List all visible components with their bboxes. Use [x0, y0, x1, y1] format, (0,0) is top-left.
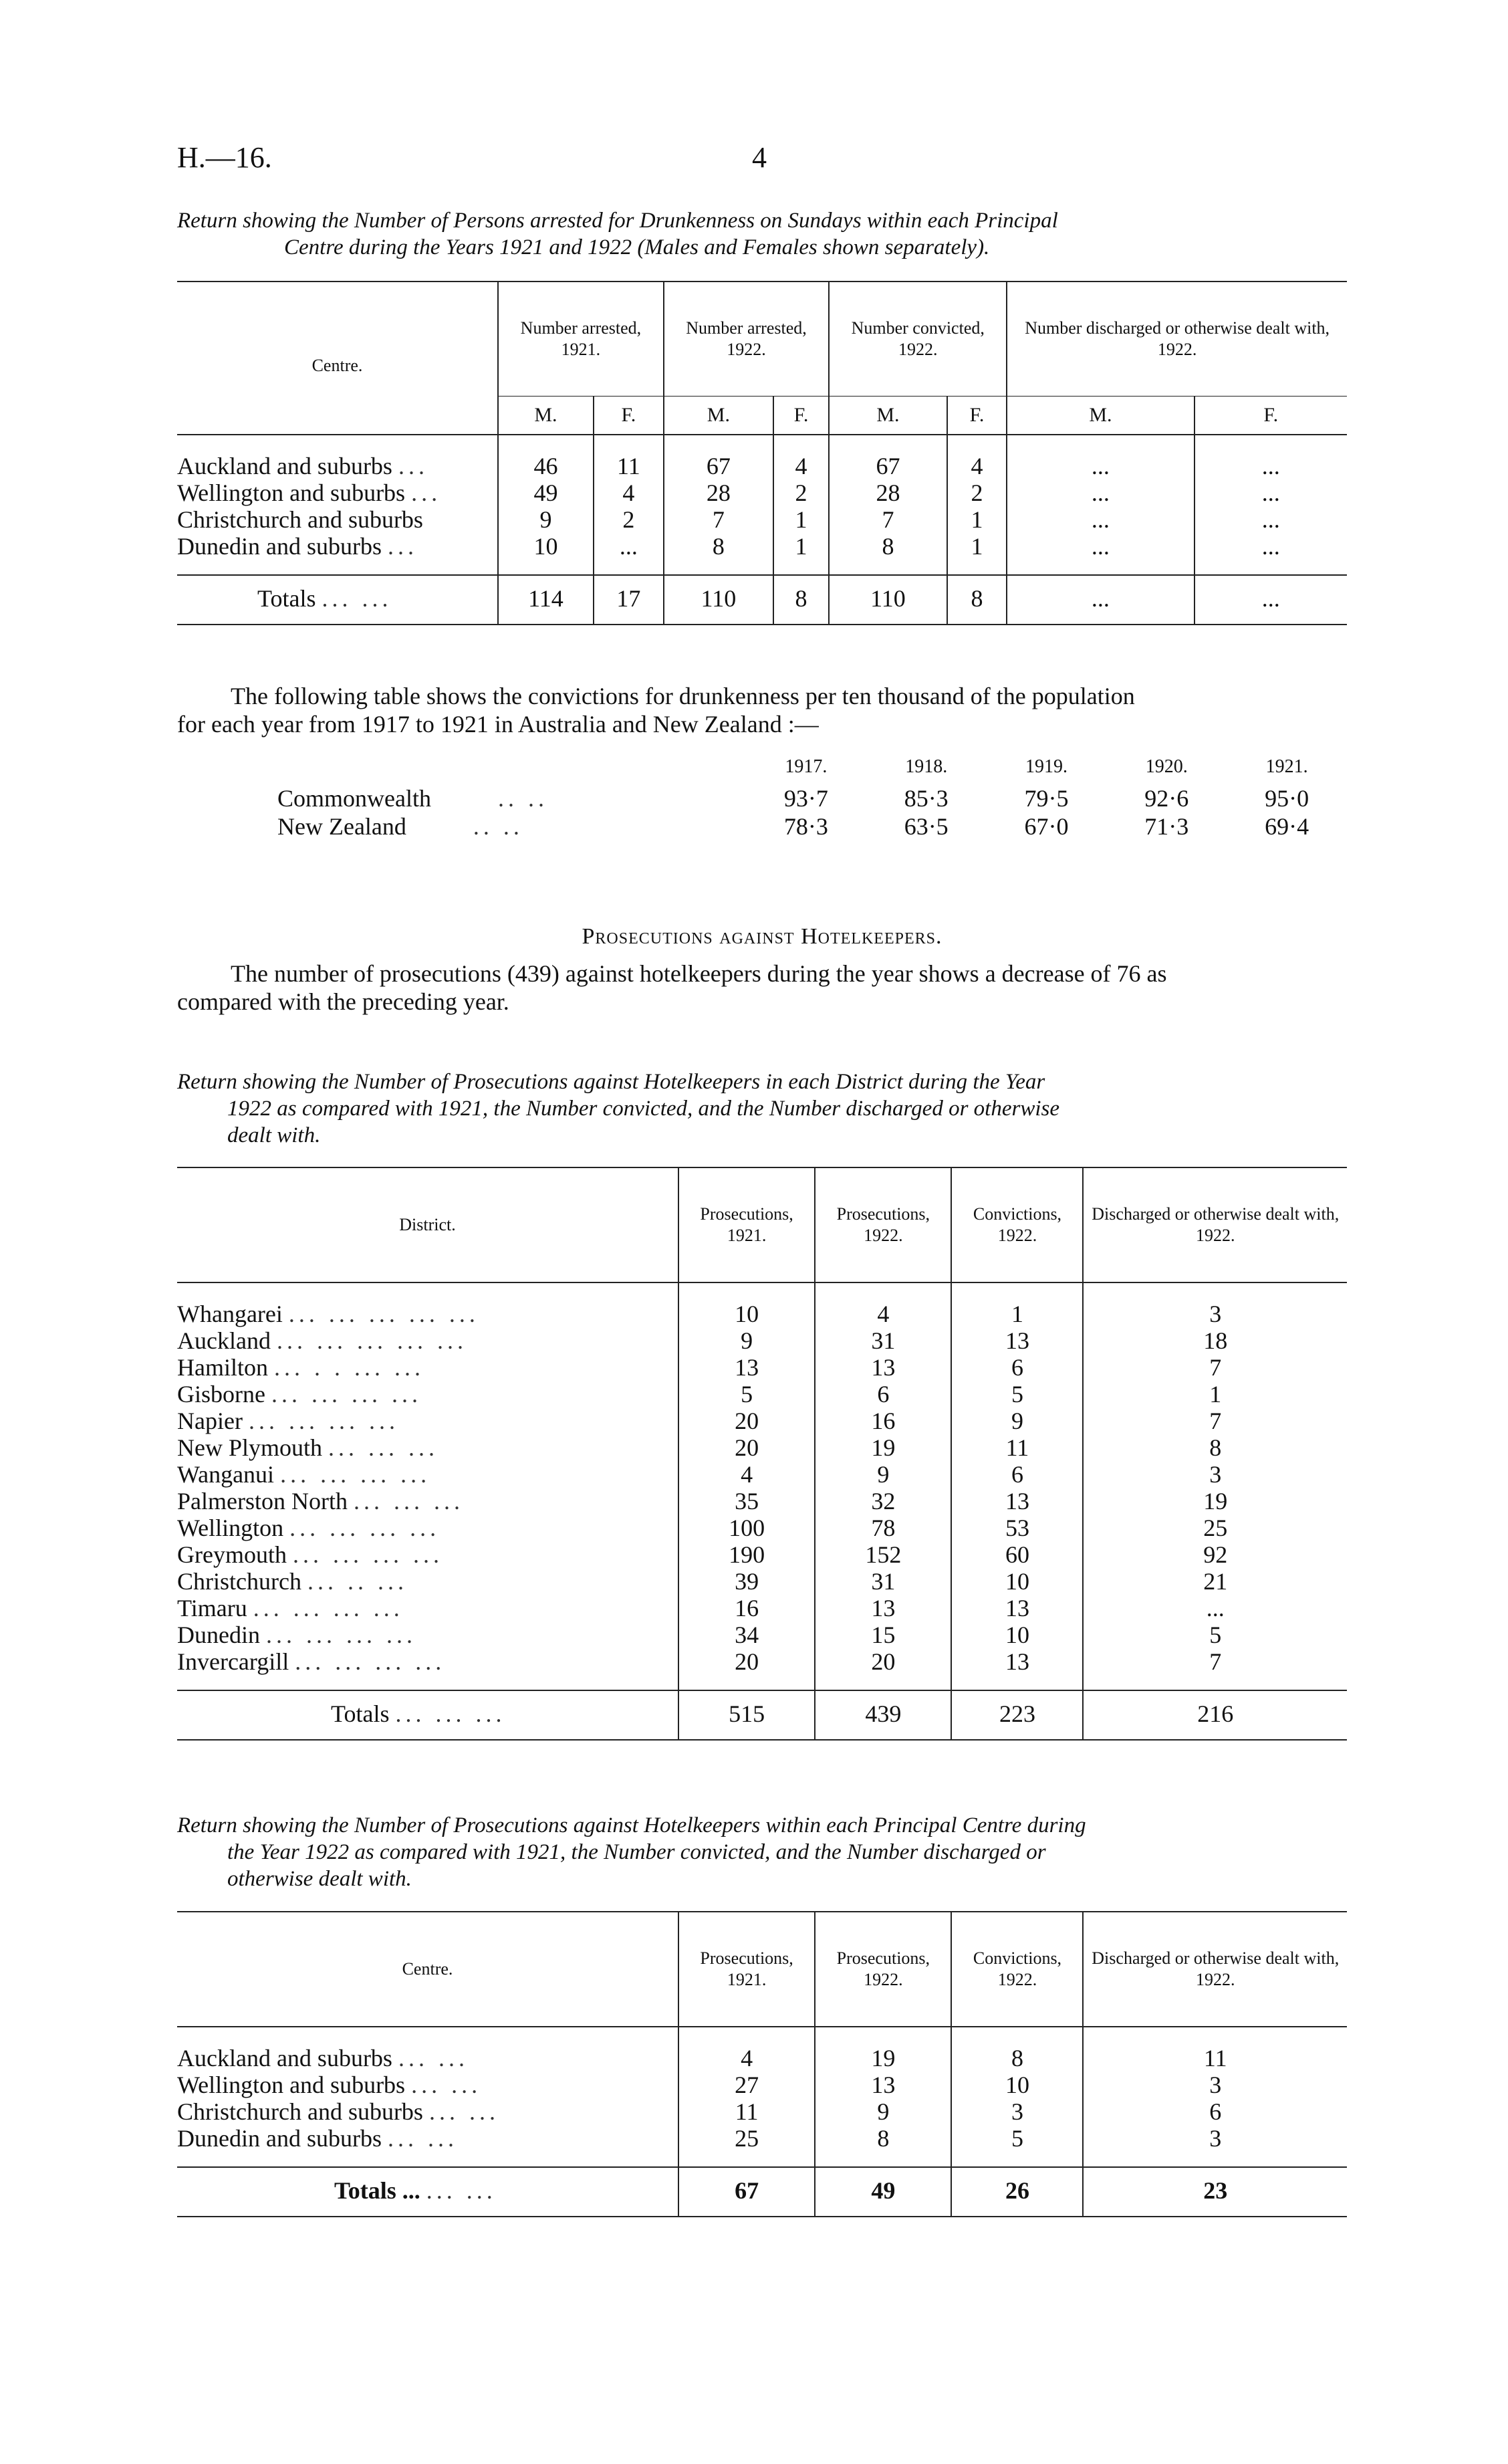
table-cell: 9	[951, 1408, 1083, 1434]
table-cell: 1	[1083, 1381, 1347, 1408]
table-cell: 16	[678, 1595, 815, 1621]
total-cell: 223	[951, 1690, 1083, 1740]
table-cell: 16	[815, 1408, 951, 1434]
table3-totals-row	[177, 2167, 1347, 2217]
table2-body	[177, 1282, 1347, 1690]
table-cell: 78·3	[783, 813, 828, 840]
table-cell: 8	[951, 2027, 1083, 2071]
table-cell: 4	[678, 1461, 815, 1488]
table-cell: 18	[1083, 1327, 1347, 1354]
table-cell: 1	[951, 1282, 1083, 1327]
table-row	[177, 1541, 1347, 1568]
table-cell: 28	[829, 479, 947, 506]
total-cell: ...	[1195, 575, 1347, 625]
col-discharged-1922: Number discharged or otherwise dealt with, 1922.	[1007, 282, 1347, 397]
table-cell: 85·3	[904, 785, 949, 812]
table2-header-row	[177, 1167, 1347, 1282]
row-label: Christchurch and suburbs ... ...	[177, 2098, 499, 2125]
page-number: 4	[752, 141, 767, 174]
table-cell: ...	[1195, 435, 1347, 479]
table-cell: 34	[678, 1621, 815, 1648]
col-conv-1922: Convictions, 1922.	[951, 1912, 1083, 2027]
table-cell: 35	[678, 1488, 815, 1515]
table-cell: 2	[947, 479, 1007, 506]
table1-subheader-row	[177, 397, 1347, 435]
row-label: Palmerston North ... ... ...	[177, 1488, 464, 1515]
table-row	[177, 1568, 1347, 1595]
table-cell: 67·0	[1024, 813, 1069, 840]
table-cell: 4	[947, 435, 1007, 479]
table-row	[177, 1282, 1347, 1327]
table3-header-row	[177, 1912, 1347, 2027]
col-pros-1922: Prosecutions, 1922.	[815, 1912, 951, 2027]
row-label: Invercargill ... ... ... ...	[177, 1648, 446, 1675]
table-cell: 8	[664, 533, 773, 575]
table-row	[177, 812, 1347, 841]
table-cell: 20	[678, 1408, 815, 1434]
table-cell: 13	[951, 1648, 1083, 1690]
table-cell: 67	[664, 435, 773, 479]
table-cell: 20	[815, 1648, 951, 1690]
table-cell: 39	[678, 1568, 815, 1595]
col-pros-1922: Prosecutions, 1922.	[815, 1167, 951, 1282]
table-cell: 27	[678, 2071, 815, 2098]
table-cell: 1	[773, 506, 829, 533]
table-cell: 63·5	[904, 813, 949, 840]
table-cell: 25	[678, 2125, 815, 2167]
table-cell: 3	[1083, 1282, 1347, 1327]
table-cell: 11	[594, 435, 664, 479]
table-row	[177, 533, 1347, 575]
table-cell: 71·3	[1144, 813, 1189, 840]
total-cell: 515	[678, 1690, 815, 1740]
table-cell: ...	[1007, 435, 1194, 479]
year-header: 1921.	[1265, 756, 1308, 777]
table3-caption-line3: otherwise dealt with.	[227, 1867, 412, 1891]
row-label: Wanganui ... ... ... ...	[177, 1461, 431, 1488]
table-row	[177, 1408, 1347, 1434]
table3-body	[177, 2027, 1347, 2167]
col-pros-1921: Prosecutions, 1921.	[678, 1167, 815, 1282]
table-cell: 3	[1083, 1461, 1347, 1488]
population-paragraph-line2: for each year from 1917 to 1921 in Australia and New Zealand :—	[177, 711, 819, 738]
col-centre: Centre.	[177, 1912, 678, 2027]
table-cell: ...	[1007, 533, 1194, 575]
row-label: Dunedin and suburbs ...	[177, 533, 418, 560]
table-cell: 190	[678, 1541, 815, 1568]
table1-totals-row	[177, 575, 1347, 625]
table-row	[177, 1327, 1347, 1354]
table-cell: 78	[815, 1515, 951, 1541]
table-cell: 20	[678, 1434, 815, 1461]
sub-m: M.	[498, 397, 594, 435]
table1-caption-line2: Centre during the Years 1921 and 1922 (Males and Females shown separately).	[284, 235, 990, 259]
table1-caption-line1: Return showing the Number of Persons arrested for Drunkenness on Sundays within each Principal	[177, 209, 1058, 233]
table-cell: 3	[1083, 2071, 1347, 2098]
table-cell: 95·0	[1265, 785, 1309, 812]
row-label: Dunedin and suburbs ... ...	[177, 2125, 458, 2152]
table-cell: 7	[829, 506, 947, 533]
table-cell: 6	[815, 1381, 951, 1408]
centre-prosecutions-table	[177, 1911, 1347, 2217]
table-cell: 13	[951, 1488, 1083, 1515]
table-row	[177, 435, 1347, 479]
table-cell: 19	[815, 1434, 951, 1461]
table-cell: 4	[594, 479, 664, 506]
table-cell: ...	[1007, 506, 1194, 533]
col-disc-1922: Discharged or otherwise dealt with, 1922.	[1083, 1167, 1347, 1282]
table-row	[177, 1381, 1347, 1408]
table-cell: 5	[951, 1381, 1083, 1408]
table-row	[177, 506, 1347, 533]
table-cell: 13	[815, 2071, 951, 2098]
document-code: H.—16.	[177, 141, 272, 174]
row-label: Gisborne ... ... ... ...	[177, 1381, 422, 1408]
table-cell: 60	[951, 1541, 1083, 1568]
table-cell: 3	[1083, 2125, 1347, 2167]
table-cell: 9	[678, 1327, 815, 1354]
totals-label: Totals ... ... ...	[177, 1690, 678, 1740]
convictions-per-population-table	[177, 756, 1347, 841]
table-cell: 9	[815, 2098, 951, 2125]
table-cell: 13	[815, 1595, 951, 1621]
total-cell: ...	[1007, 575, 1194, 625]
table-row	[177, 1461, 1347, 1488]
table-row	[177, 1488, 1347, 1515]
table-row	[177, 1595, 1347, 1621]
table-row	[177, 1354, 1347, 1381]
table-cell: 69·4	[1265, 813, 1309, 840]
table-cell: 1	[947, 506, 1007, 533]
row-label: Timaru ... ... ... ...	[177, 1595, 404, 1621]
prosecutions-paragraph-line2: compared with the preceding year.	[177, 988, 509, 1015]
prosecutions-paragraph-line1: The number of prosecutions (439) against hotelkeepers during the year shows a decrease of 76 as	[231, 960, 1167, 987]
table-cell: 10	[951, 2071, 1083, 2098]
total-cell: 439	[815, 1690, 951, 1740]
sub-m: M.	[829, 397, 947, 435]
table-cell: 9	[498, 506, 594, 533]
table-cell: 79·5	[1024, 785, 1069, 812]
table2-totals-row	[177, 1690, 1347, 1740]
col-pros-1921: Prosecutions, 1921.	[678, 1912, 815, 2027]
total-cell: 8	[773, 575, 829, 625]
table-row	[177, 2098, 1347, 2125]
year-header: 1920.	[1145, 756, 1188, 777]
table-cell: ...	[1007, 479, 1194, 506]
table3-caption-line2: the Year 1922 as compared with 1921, the Number convicted, and the Number discharged or	[227, 1840, 1046, 1864]
table-cell: 7	[1083, 1648, 1347, 1690]
page-header	[177, 140, 1347, 181]
year-header: 1917.	[785, 756, 828, 777]
table1-caption	[177, 207, 1347, 261]
total-cell: 110	[664, 575, 773, 625]
row-label: New Zealand .. ..	[277, 813, 523, 840]
table-cell: 13	[951, 1595, 1083, 1621]
table-cell: 10	[678, 1282, 815, 1327]
year-header: 1918.	[905, 756, 948, 777]
table-cell: 31	[815, 1327, 951, 1354]
table-cell: 13	[678, 1354, 815, 1381]
table-cell: ...	[1195, 533, 1347, 575]
sub-f: F.	[947, 397, 1007, 435]
year-header: 1919.	[1025, 756, 1067, 777]
table-cell: 5	[951, 2125, 1083, 2167]
table-row	[177, 2071, 1347, 2098]
col-centre: Centre.	[177, 282, 498, 397]
row-label: Christchurch ... .. ...	[177, 1568, 408, 1595]
table-cell: 53	[951, 1515, 1083, 1541]
col-arrested-1922: Number arrested, 1922.	[664, 282, 829, 397]
table-cell: 8	[1083, 1434, 1347, 1461]
table-cell: 19	[815, 2027, 951, 2071]
total-cell: 49	[815, 2167, 951, 2217]
sub-m: M.	[1007, 397, 1194, 435]
table-cell: 11	[951, 1434, 1083, 1461]
table1-header-row	[177, 282, 1347, 397]
table-cell: 32	[815, 1488, 951, 1515]
col-district: District.	[177, 1167, 678, 1282]
row-label: Napier ... ... ... ...	[177, 1408, 399, 1434]
table-cell: ...	[1083, 1595, 1347, 1621]
total-cell: 110	[829, 575, 947, 625]
table-row	[177, 2027, 1347, 2071]
table2-caption-line2: 1922 as compared with 1921, the Number convicted, and the Number discharged or otherwise	[227, 1097, 1059, 1121]
sub-f: F.	[773, 397, 829, 435]
table-cell: 49	[498, 479, 594, 506]
table-cell: 13	[951, 1327, 1083, 1354]
table-cell: 6	[951, 1354, 1083, 1381]
section-title: Prosecutions against Hotelkeepers.	[582, 924, 943, 949]
table-row	[177, 2125, 1347, 2167]
table-cell: 25	[1083, 1515, 1347, 1541]
total-cell: 26	[951, 2167, 1083, 2217]
table-cell: 92·6	[1144, 785, 1189, 812]
sub-m: M.	[664, 397, 773, 435]
table-cell: 10	[498, 533, 594, 575]
table-cell: 6	[1083, 2098, 1347, 2125]
table2-caption-line3: dealt with.	[227, 1123, 321, 1147]
table-cell: 8	[829, 533, 947, 575]
total-cell: 8	[947, 575, 1007, 625]
row-label: Commonwealth .. ..	[277, 785, 548, 812]
row-label: Christchurch and suburbs	[177, 506, 423, 533]
table-row	[177, 1434, 1347, 1461]
population-paragraph-line1: The following table shows the convictions for drunkenness per ten thousand of the population	[231, 683, 1135, 709]
col-conv-1922: Convictions, 1922.	[951, 1167, 1083, 1282]
table-cell: 7	[664, 506, 773, 533]
table-cell: 31	[815, 1568, 951, 1595]
prosecutions-paragraph	[177, 960, 1347, 1016]
table-cell: 11	[1083, 2027, 1347, 2071]
table2-caption-line1: Return showing the Number of Prosecutions against Hotelkeepers in each District during the Year	[177, 1070, 1045, 1094]
table3-caption-line1: Return showing the Number of Prosecutions against Hotelkeepers within each Principal Centre during	[177, 1813, 1086, 1837]
sub-f: F.	[1195, 397, 1347, 435]
total-cell: 67	[678, 2167, 815, 2217]
table-cell: 5	[1083, 1621, 1347, 1648]
row-label: Wellington and suburbs ...	[177, 479, 442, 506]
row-label: Dunedin ... ... ... ...	[177, 1621, 416, 1648]
population-paragraph	[177, 682, 1347, 738]
col-arrested-1921: Number arrested, 1921.	[498, 282, 664, 397]
table-cell: 8	[815, 2125, 951, 2167]
table-cell: 152	[815, 1541, 951, 1568]
table-row	[177, 479, 1347, 506]
table-cell: 100	[678, 1515, 815, 1541]
table-cell: 6	[951, 1461, 1083, 1488]
table-cell: 1	[947, 533, 1007, 575]
table-cell: 4	[815, 1282, 951, 1327]
table3-caption	[177, 1812, 1347, 1892]
row-label: Greymouth ... ... ... ...	[177, 1541, 443, 1568]
table1-body	[177, 435, 1347, 575]
table-cell: 10	[951, 1568, 1083, 1595]
table-cell: ...	[1195, 479, 1347, 506]
table-cell: 92	[1083, 1541, 1347, 1568]
district-prosecutions-table	[177, 1167, 1347, 1741]
table-cell: 13	[815, 1354, 951, 1381]
table-cell: 9	[815, 1461, 951, 1488]
table-cell: 21	[1083, 1568, 1347, 1595]
totals-label: Totals ... ...	[177, 575, 498, 625]
table-row	[177, 1621, 1347, 1648]
table-row	[177, 784, 1347, 812]
sub-f: F.	[594, 397, 664, 435]
totals-label: Totals ... ... ...	[177, 2167, 678, 2217]
table2-caption	[177, 1069, 1347, 1149]
col-disc-1922: Discharged or otherwise dealt with, 1922.	[1083, 1912, 1347, 2027]
row-label: Hamilton ... . . ... ...	[177, 1354, 424, 1381]
drunkenness-arrests-table	[177, 281, 1347, 625]
table-cell: 10	[951, 1621, 1083, 1648]
table-cell: 46	[498, 435, 594, 479]
table-cell: 2	[594, 506, 664, 533]
table-cell: 67	[829, 435, 947, 479]
row-label: Auckland ... ... ... ... ...	[177, 1327, 467, 1354]
table-cell: 3	[951, 2098, 1083, 2125]
row-label: New Plymouth ... ... ...	[177, 1434, 439, 1461]
col-convicted-1922: Number convicted, 1922.	[829, 282, 1007, 397]
table-cell: 15	[815, 1621, 951, 1648]
table-cell: 1	[773, 533, 829, 575]
pop-header-row	[177, 756, 1347, 784]
table-cell: 7	[1083, 1354, 1347, 1381]
pop-body	[177, 784, 1347, 841]
table-cell: 19	[1083, 1488, 1347, 1515]
table-cell: 20	[678, 1648, 815, 1690]
table-cell: 11	[678, 2098, 815, 2125]
table-cell: ...	[1195, 506, 1347, 533]
total-cell: 114	[498, 575, 594, 625]
table-row	[177, 1515, 1347, 1541]
total-cell: 23	[1083, 2167, 1347, 2217]
row-label: Whangarei ... ... ... ... ...	[177, 1301, 479, 1327]
row-label: Auckland and suburbs ... ...	[177, 2045, 469, 2071]
row-label: Auckland and suburbs ...	[177, 453, 428, 479]
table-cell: 2	[773, 479, 829, 506]
row-label: Wellington and suburbs ... ...	[177, 2071, 482, 2098]
row-label: Wellington ... ... ... ...	[177, 1515, 441, 1541]
table-cell: 4	[678, 2027, 815, 2071]
table-cell: 4	[773, 435, 829, 479]
table-cell: 7	[1083, 1408, 1347, 1434]
total-cell: 216	[1083, 1690, 1347, 1740]
total-cell: 17	[594, 575, 664, 625]
table-row	[177, 1648, 1347, 1690]
table-cell: 28	[664, 479, 773, 506]
table-cell: 93·7	[783, 785, 828, 812]
table-cell: ...	[594, 533, 664, 575]
table-cell: 5	[678, 1381, 815, 1408]
